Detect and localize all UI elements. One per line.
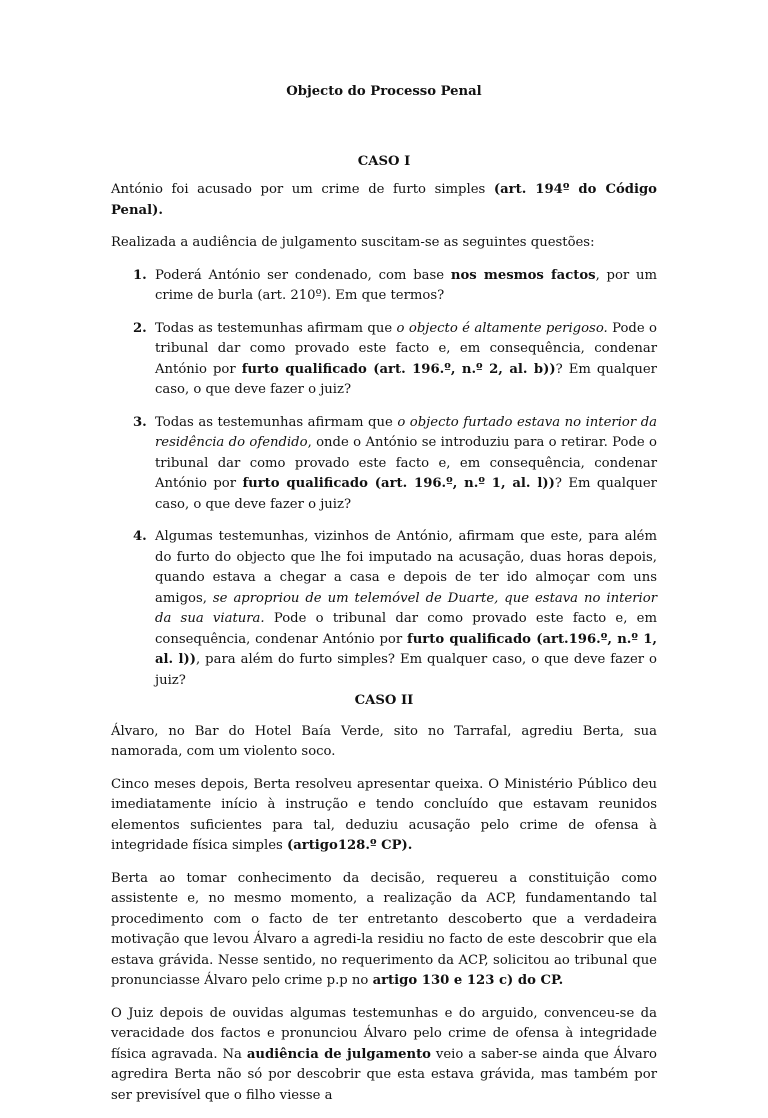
question-text: Todas as testemunhas afirmam que xyxy=(155,320,397,336)
question-bold: furto qualificado (art. 196.º, n.º 2, al. b)) xyxy=(241,361,556,377)
question-bold: nos mesmos factos xyxy=(450,267,596,283)
case-2-paragraph-1: Álvaro, no Bar do Hotel Baía Verde, sito no Tarrafal, agrediu Berta, sua namorada, com um violento soco. xyxy=(111,723,657,759)
case-2-paragraph-3 xyxy=(111,869,657,992)
question-text: , por um crime de burla (art. 210º). Em que termos? xyxy=(155,267,658,303)
question-bold: furto qualificado (art.196.º, n.º 1, al. l)) xyxy=(155,631,657,667)
question-text: , onde o António se introduziu para o retirar. Pode o tribunal dar como provado este facto e, em consequência, condenar António por xyxy=(155,435,657,491)
question-text: ? Em qualquer caso, o que deve fazer o juiz? xyxy=(155,476,657,512)
case-2-p4-bold: audiência de julgamento xyxy=(246,1046,431,1062)
question-item-2 xyxy=(111,319,657,401)
case-2-p3-text: Berta ao tomar conhecimento da decisão, requereu a constituição como assistente e, no mesmo momento, a realização da ACP, fundamentando tal procedimento com o facto de ter entretanto descoberto que a verdadeira motivação que levou Álvaro a agredi-la residiu no facto de este descobrir que ela estava grávida. Nesse sentido, no requerimento da ACP, solicitou ao tribunal que pronunciasse Álvaro pelo crime p.p no xyxy=(111,870,657,988)
case-2-p2-text: Cinco meses depois, Berta resolveu apresentar queixa. O Ministério Público deu imediatamente início à instrução e tendo concluído que estavam reunidos elementos suficientes para tal, deduziu acusação pelo crime de ofensa à integridade física simples xyxy=(111,776,657,853)
question-bold: furto qualificado (art. 196.º, n.º 1, al. l)) xyxy=(242,476,555,491)
question-list xyxy=(111,266,657,692)
case-1-p1-bold: (art. 194º do Código Penal). xyxy=(111,182,657,218)
question-italic: o objecto é altamente perigoso. xyxy=(396,320,608,336)
question-number: 1. xyxy=(133,267,147,283)
document-title: Objecto do Processo Penal xyxy=(286,84,482,99)
question-text: Pode o tribunal dar como provado este facto e, em consequência, condenar António por xyxy=(155,611,657,647)
question-text: Poderá António ser condenado, com base xyxy=(155,267,451,283)
question-number: 2. xyxy=(133,320,147,336)
question-text: Algumas testemunhas, vizinhos de António, afirmam que este, para além do furto do objecto que lhe foi imputado na acusação, duas horas depois, quando estava a chegar a casa e depois de ter ido almoçar com uns amigos, xyxy=(155,529,657,606)
case-2-p2-bold: (artigo128.º CP). xyxy=(286,838,413,853)
question-text: , para além do furto simples? Em qualquer caso, o que deve fazer o juiz? xyxy=(155,652,657,688)
case-1-heading: CASO I xyxy=(357,153,411,169)
question-text: Todas as testemunhas afirmam que xyxy=(155,414,398,430)
case-1-paragraph-1 xyxy=(111,180,657,221)
question-text: ? Em qualquer caso, o que deve fazer o juiz? xyxy=(155,361,657,397)
question-italic: o objecto furtado estava no interior da residência do ofendido xyxy=(155,414,658,450)
question-item-3 xyxy=(111,413,657,516)
case-2-heading: CASO II xyxy=(354,693,414,708)
document-page xyxy=(111,82,657,1118)
case-2-paragraph-2 xyxy=(111,775,657,857)
case-2-paragraph-4 xyxy=(111,1004,657,1107)
question-item-4 xyxy=(111,527,657,691)
question-text: Pode o tribunal dar como provado este facto e, em consequência, condenar António por xyxy=(155,320,657,377)
case-1-p1-text: António foi acusado por um crime de furto simples xyxy=(111,182,494,197)
case-1-paragraph-2: Realizada a audiência de julgamento suscitam-se as seguintes questões: xyxy=(111,235,595,250)
case-2-p3-bold: artigo 130 e 123 c) do CP. xyxy=(372,973,564,988)
question-italic: se apropriou de um telemóvel de Duarte, que estava no interior da sua viatura. xyxy=(155,590,657,626)
question-number: 4. xyxy=(133,529,147,544)
question-item-1 xyxy=(111,266,657,307)
case-2-p4-text: O Juiz depois de ouvidas algumas testemunhas e do arguido, convenceu-se da veracidade dos factos e pronunciou Álvaro pelo crime de ofensa à integridade física agravada. Na xyxy=(111,1005,657,1062)
case-2-p4-text: veio a saber-se ainda que Álvaro agredira Berta não só por descobrir que esta estava grávida, mas também por ser previsível que o filho viesse a xyxy=(111,1046,657,1103)
question-number: 3. xyxy=(133,414,147,430)
